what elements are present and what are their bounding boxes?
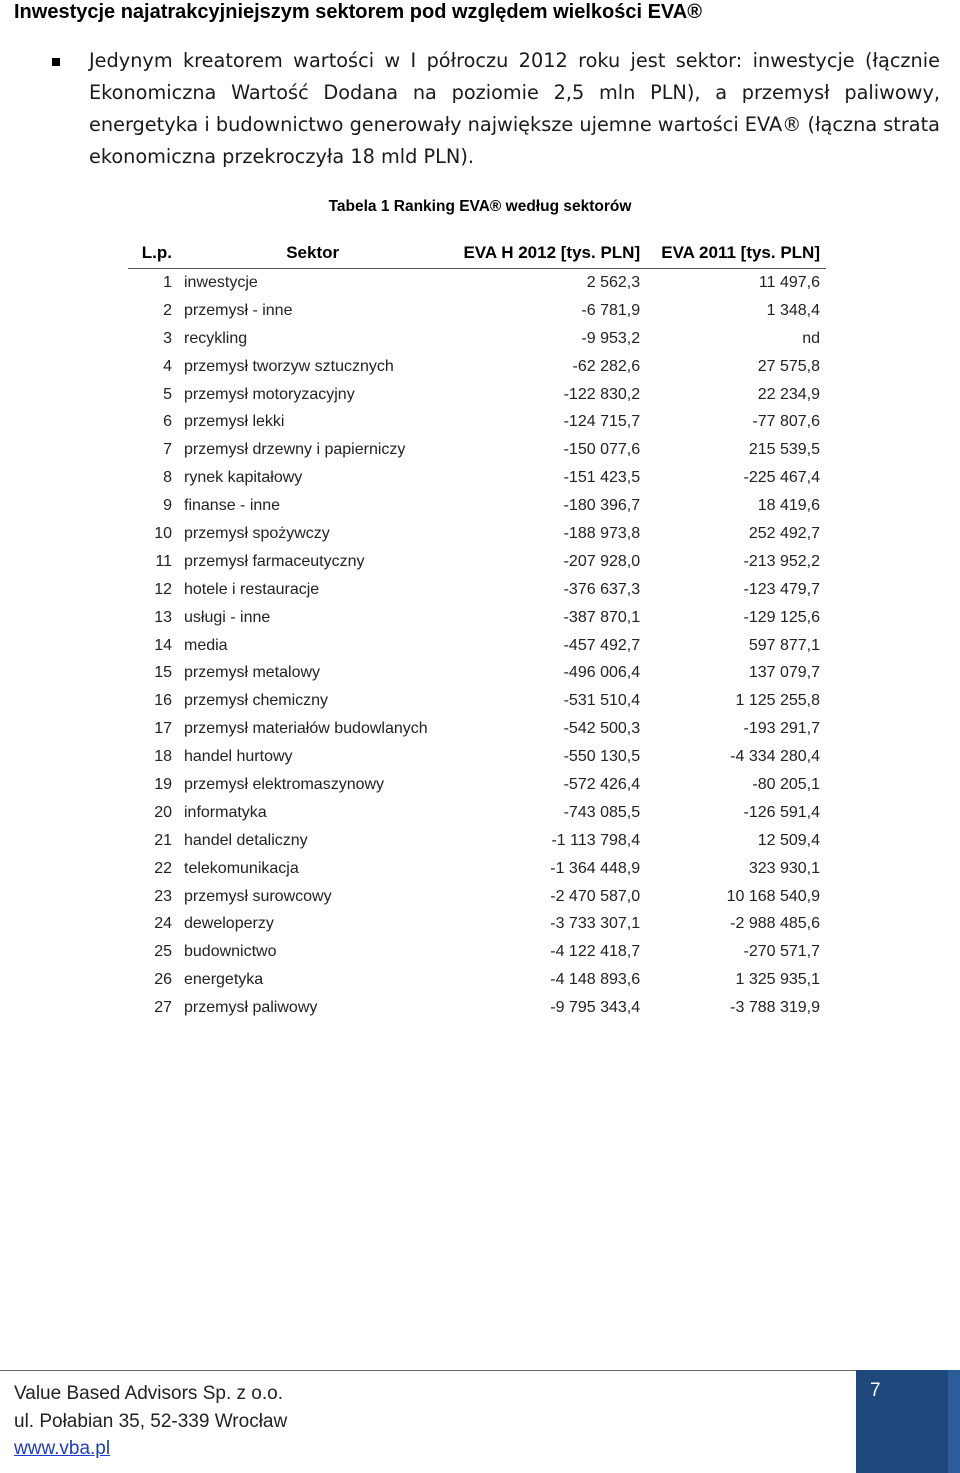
cell-sector: przemysł farmaceutyczny: [184, 552, 365, 570]
table-row: [128, 715, 826, 743]
cell-lp: 18: [154, 748, 172, 766]
table-row: [128, 910, 826, 938]
cell-eva-2011: 137 079,7: [748, 664, 820, 682]
table-row: [128, 659, 826, 687]
table-row: [128, 938, 826, 966]
cell-sector: rynek kapitałowy: [184, 469, 303, 487]
cell-lp: 2: [163, 301, 172, 319]
cell-sector: budownictwo: [184, 943, 277, 961]
square-bullet-icon: [52, 58, 60, 66]
cell-eva-2012: -207 928,0: [563, 552, 641, 570]
cell-eva-2012: -188 973,8: [563, 524, 641, 542]
footer: [14, 1380, 287, 1463]
cell-sector: przemysł surowcowy: [184, 887, 332, 905]
header-lp: L.p.: [128, 238, 178, 269]
cell-sector: przemysł materiałów budowlanych: [184, 720, 428, 738]
page-number: 7: [870, 1380, 881, 1401]
cell-lp: 7: [163, 441, 172, 459]
cell-eva-2012: -387 870,1: [563, 608, 641, 626]
cell-eva-2011: -126 591,4: [743, 803, 820, 821]
cell-lp: 26: [154, 971, 172, 989]
cell-sector: handel detaliczny: [184, 831, 308, 849]
cell-eva-2011: -3 788 319,9: [730, 999, 820, 1017]
bullet-text: Jedynym kreatorem wartości w I półroczu 2012 roku jest sektor: inwestycje (łącznie Ekonomiczna Wartość Dodana na poziomie 2,5 mln PLN), a przemysł paliwowy, energetyka i budownictwo generowały największe ujemne wartości EVA® (łączna strata ekonomiczna przekroczyła 18 mld PLN).: [89, 49, 940, 168]
cell-eva-2012: -550 130,5: [563, 748, 641, 766]
table-row: [128, 492, 826, 520]
cell-sector: hotele i restauracje: [184, 580, 320, 598]
cell-lp: 14: [154, 636, 172, 654]
table-row: [128, 408, 826, 436]
cell-eva-2012: -496 006,4: [563, 664, 641, 682]
cell-sector: energetyka: [184, 971, 264, 989]
cell-eva-2011: 12 509,4: [757, 831, 820, 849]
cell-sector: usługi - inne: [184, 608, 271, 626]
table-header-row: [128, 238, 826, 269]
cell-eva-2011: 1 325 935,1: [735, 971, 820, 989]
cell-sector: przemysł lekki: [184, 413, 285, 431]
cell-eva-2012: -124 715,7: [563, 413, 641, 431]
cell-sector: informatyka: [184, 803, 267, 821]
header-sector: Sektor: [178, 238, 447, 269]
cell-eva-2011: nd: [802, 329, 820, 347]
cell-lp: 3: [163, 329, 172, 347]
cell-eva-2011: 252 492,7: [748, 524, 820, 542]
cell-sector: finanse - inne: [184, 497, 281, 515]
cell-lp: 24: [154, 915, 172, 933]
cell-eva-2012: -572 426,4: [563, 775, 641, 793]
cell-eva-2012: -4 122 418,7: [550, 943, 641, 961]
cell-sector: telekomunikacja: [184, 859, 299, 877]
cell-lp: 27: [154, 999, 172, 1017]
cell-eva-2011: 597 877,1: [748, 636, 820, 654]
page-box-stripe: [948, 1370, 960, 1473]
table-row: [128, 269, 826, 297]
table-row: [128, 576, 826, 604]
cell-lp: 21: [154, 831, 172, 849]
footer-divider: [0, 1370, 856, 1371]
cell-lp: 13: [154, 608, 172, 626]
cell-sector: inwestycje: [184, 273, 258, 291]
cell-eva-2012: -1 113 798,4: [551, 831, 641, 849]
table-row: [128, 855, 826, 883]
cell-eva-2011: 18 419,6: [757, 497, 820, 515]
cell-eva-2012: -122 830,2: [563, 385, 641, 403]
table-row: [128, 994, 826, 1022]
cell-eva-2011: -129 125,6: [743, 608, 820, 626]
cell-eva-2012: -6 781,9: [581, 301, 641, 319]
cell-lp: 5: [163, 385, 172, 403]
cell-sector: przemysł chemiczny: [184, 692, 329, 710]
table-row: [128, 464, 826, 492]
cell-eva-2011: -4 334 280,4: [730, 748, 820, 766]
footer-address: ul. Połabian 35, 52-339 Wrocław: [14, 1410, 288, 1432]
cell-sector: media: [184, 636, 228, 654]
cell-eva-2012: -457 492,7: [563, 636, 641, 654]
cell-eva-2012: -9 953,2: [581, 329, 641, 347]
cell-sector: przemysł tworzyw sztucznych: [184, 357, 394, 375]
cell-eva-2012: -531 510,4: [563, 692, 641, 710]
cell-sector: przemysł spożywczy: [184, 524, 330, 542]
cell-eva-2011: 1 348,4: [766, 301, 820, 319]
cell-eva-2011: 22 234,9: [757, 385, 820, 403]
cell-lp: 4: [163, 357, 172, 375]
cell-eva-2012: -4 148 893,6: [550, 971, 641, 989]
header-eva-2011: EVA 2011 [tys. PLN]: [646, 238, 826, 269]
cell-sector: przemysł - inne: [184, 301, 293, 319]
table-row: [128, 799, 826, 827]
cell-lp: 15: [154, 664, 172, 682]
cell-sector: handel hurtowy: [184, 748, 293, 766]
table-row: [128, 883, 826, 911]
cell-eva-2011: 323 930,1: [748, 859, 820, 877]
table-row: [128, 520, 826, 548]
cell-lp: 6: [163, 413, 172, 431]
cell-lp: 16: [154, 692, 172, 710]
cell-eva-2012: -2 470 587,0: [550, 887, 641, 905]
cell-lp: 20: [154, 803, 172, 821]
cell-eva-2012: 2 562,3: [586, 273, 641, 291]
cell-lp: 17: [154, 720, 172, 738]
header-eva-2012: EVA H 2012 [tys. PLN]: [447, 238, 646, 269]
table-row: [128, 353, 826, 381]
cell-sector: przemysł elektromaszynowy: [184, 775, 385, 793]
table-caption: Tabela 1 Ranking EVA® według sektorów: [328, 198, 632, 215]
table-row: [128, 771, 826, 799]
cell-eva-2011: -193 291,7: [743, 720, 820, 738]
table-row: [128, 827, 826, 855]
cell-lp: 12: [154, 580, 172, 598]
ranking-table: [128, 238, 826, 1022]
table-row: [128, 604, 826, 632]
table-row: [128, 966, 826, 994]
cell-sector: deweloperzy: [184, 915, 274, 933]
cell-eva-2011: 215 539,5: [748, 441, 820, 459]
cell-eva-2012: -376 637,3: [563, 580, 641, 598]
cell-eva-2011: 27 575,8: [757, 357, 820, 375]
cell-lp: 8: [163, 469, 172, 487]
page-number-box: [856, 1370, 960, 1473]
table-row: [128, 436, 826, 464]
cell-lp: 10: [154, 524, 172, 542]
cell-sector: przemysł motoryzacyjny: [184, 385, 355, 403]
cell-eva-2012: -151 423,5: [563, 469, 641, 487]
cell-eva-2011: -80 205,1: [752, 775, 820, 793]
cell-lp: 22: [154, 859, 172, 877]
footer-website-link[interactable]: www.vba.pl: [14, 1438, 111, 1459]
cell-lp: 19: [154, 775, 172, 793]
cell-sector: przemysł drzewny i papierniczy: [184, 441, 406, 459]
cell-sector: przemysł metalowy: [184, 664, 321, 682]
cell-eva-2012: -743 085,5: [563, 803, 641, 821]
cell-lp: 1: [163, 273, 172, 291]
table-row: [128, 743, 826, 771]
table-row: [128, 548, 826, 576]
cell-eva-2011: -213 952,2: [743, 552, 820, 570]
cell-eva-2011: 1 125 255,8: [735, 692, 820, 710]
table-row: [128, 381, 826, 409]
page-title: Inwestycje najatrakcyjniejszym sektorem pod względem wielkości EVA®: [14, 1, 702, 23]
cell-eva-2012: -542 500,3: [563, 720, 641, 738]
cell-eva-2012: -180 396,7: [563, 497, 641, 515]
cell-eva-2011: -77 807,6: [752, 413, 820, 431]
cell-lp: 9: [163, 497, 172, 515]
cell-eva-2012: -150 077,6: [563, 441, 641, 459]
table-row: [128, 687, 826, 715]
cell-eva-2011: -270 571,7: [743, 943, 820, 961]
bullet-paragraph: [52, 45, 940, 173]
cell-eva-2012: -62 282,6: [572, 357, 641, 375]
table-row: [128, 297, 826, 325]
footer-company: Value Based Advisors Sp. z o.o.: [14, 1383, 283, 1404]
cell-sector: recykling: [184, 329, 248, 347]
cell-eva-2012: -9 795 343,4: [550, 999, 641, 1017]
table-row: [128, 632, 826, 660]
cell-eva-2011: -225 467,4: [743, 469, 820, 487]
cell-lp: 11: [155, 552, 172, 570]
cell-lp: 25: [154, 943, 172, 961]
cell-sector: przemysł paliwowy: [184, 999, 318, 1017]
table-row: [128, 325, 826, 353]
cell-eva-2011: -2 988 485,6: [730, 915, 820, 933]
cell-eva-2011: -123 479,7: [743, 580, 820, 598]
cell-eva-2012: -1 364 448,9: [550, 859, 641, 877]
cell-eva-2012: -3 733 307,1: [550, 915, 641, 933]
cell-eva-2011: 10 168 540,9: [726, 887, 820, 905]
cell-lp: 23: [154, 887, 172, 905]
cell-eva-2011: 11 497,6: [758, 273, 820, 291]
